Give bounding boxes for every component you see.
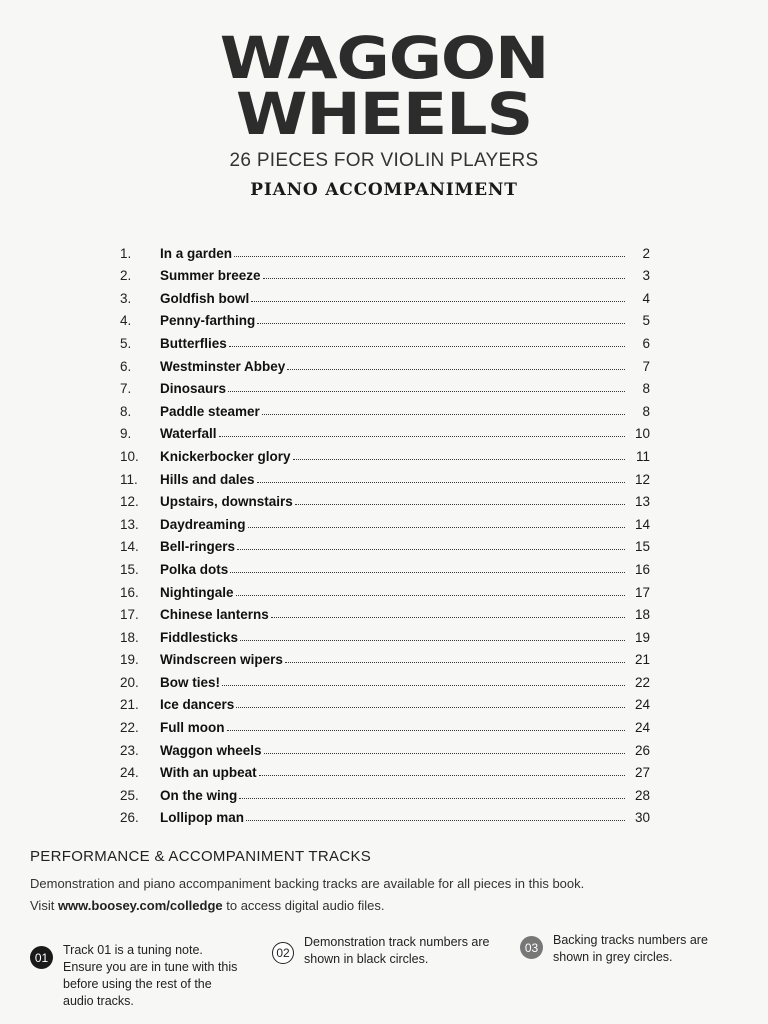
toc-row[interactable]: [120, 532, 650, 555]
toc-leader-dots: [222, 685, 625, 686]
toc-leader-dots: [236, 595, 626, 596]
toc-title: Penny-farthing: [160, 313, 256, 329]
toc-page-number: 17: [634, 584, 650, 600]
toc-row[interactable]: [120, 577, 650, 600]
outline-circle-badge: 02: [272, 942, 294, 964]
toc-number: 23.: [120, 742, 139, 758]
toc-row[interactable]: [120, 758, 650, 781]
toc-row[interactable]: [120, 396, 650, 419]
toc-number: 6.: [120, 358, 132, 374]
toc-page-number: 2: [642, 245, 650, 261]
website-link[interactable]: www.boosey.com/colledge: [57, 898, 223, 913]
toc-leader-dots: [229, 346, 625, 347]
toc-title: With an upbeat: [160, 765, 257, 781]
toc-leader-dots: [271, 617, 625, 618]
toc-number: 11.: [120, 471, 138, 487]
grey-circle-badge: 03: [520, 936, 543, 959]
toc-row[interactable]: [120, 600, 650, 623]
toc-leader-dots: [287, 369, 625, 370]
toc-number: 20.: [120, 674, 139, 690]
toc-page-number: 8: [642, 381, 650, 397]
toc-number: 15.: [120, 561, 139, 577]
toc-leader-dots: [257, 323, 625, 324]
toc-row[interactable]: [120, 622, 650, 645]
toc-row[interactable]: [120, 712, 650, 735]
toc-title: Westminster Abbey: [160, 358, 286, 374]
toc-number: 18.: [120, 629, 139, 645]
edition-label: PIANO ACCOMPANIMENT: [250, 180, 518, 200]
toc-leader-dots: [240, 640, 625, 641]
book-title-line-2: WHEELS: [235, 80, 533, 148]
toc-title: Butterflies: [160, 335, 227, 351]
toc-row[interactable]: [120, 238, 650, 261]
legend-tuning-note: [30, 942, 240, 1010]
toc-row[interactable]: [120, 509, 650, 532]
toc-row[interactable]: [120, 441, 650, 464]
toc-row[interactable]: [120, 735, 650, 758]
toc-row[interactable]: [120, 803, 650, 826]
toc-title: On the wing: [160, 787, 238, 803]
track-legend: [30, 933, 750, 1018]
toc-leader-dots: [237, 549, 625, 550]
toc-title: Lollipop man: [160, 810, 244, 826]
toc-page-number: 18: [634, 607, 650, 623]
toc-number: 10.: [120, 448, 139, 464]
toc-number: 7.: [120, 381, 132, 397]
toc-number: 17.: [120, 607, 139, 623]
toc-number: 13.: [120, 516, 139, 532]
toc-page-number: 8: [642, 403, 650, 419]
toc-row[interactable]: [120, 667, 650, 690]
toc-number: 25.: [120, 787, 139, 803]
toc-title: Waggon wheels: [160, 742, 262, 758]
toc-title: Windscreen wipers: [160, 652, 283, 668]
toc-row[interactable]: [120, 374, 650, 397]
title-block: [0, 24, 768, 200]
toc-title: Upstairs, downstairs: [160, 494, 293, 510]
toc-number: 24.: [120, 765, 139, 781]
tracks-line-2: [30, 895, 740, 917]
tracks-line-1: Demonstration and piano accompaniment backing tracks are available for all pieces in this book.: [30, 876, 585, 891]
toc-leader-dots: [246, 820, 625, 821]
toc-number: 16.: [120, 584, 139, 600]
toc-page-number: 14: [634, 516, 650, 532]
book-title-line-1: WAGGON: [219, 24, 549, 92]
toc-row[interactable]: [120, 780, 650, 803]
legend-tuning-text: Track 01 is a tuning note. Ensure you are in tune with this before using the rest of the audio tracks.: [63, 943, 238, 1008]
toc-leader-dots: [259, 775, 625, 776]
toc-leader-dots: [228, 391, 625, 392]
toc-title: Waterfall: [160, 426, 217, 442]
toc-title: Bow ties!: [160, 674, 221, 690]
legend-demonstration-text: Demonstration track numbers are shown in black circles.: [304, 935, 490, 966]
toc-leader-dots: [227, 730, 626, 731]
toc-row[interactable]: [120, 487, 650, 510]
toc-page-number: 24: [634, 697, 650, 713]
tracks-visit-suffix: to access digital audio files.: [222, 898, 385, 913]
toc-number: 8.: [120, 403, 132, 419]
toc-leader-dots: [264, 753, 625, 754]
toc-page-number: 30: [634, 810, 650, 826]
toc-row[interactable]: [120, 306, 650, 329]
toc-leader-dots: [234, 256, 625, 257]
toc-page-number: 6: [642, 335, 650, 351]
toc-page-number: 24: [634, 720, 650, 736]
toc-title: Knickerbocker glory: [160, 448, 291, 464]
toc-title: Full moon: [160, 720, 225, 736]
legend-demonstration: [272, 934, 502, 968]
toc-leader-dots: [239, 798, 625, 799]
toc-title: Goldfish bowl: [160, 290, 250, 306]
toc-leader-dots: [236, 707, 625, 708]
toc-number: 4.: [120, 313, 132, 329]
toc-page-number: 16: [634, 561, 650, 577]
toc-title: In a garden: [160, 245, 233, 261]
toc-number: 26.: [120, 810, 139, 826]
toc-page-number: 21: [634, 652, 650, 668]
tracks-visit-prefix: Visit: [30, 898, 58, 913]
toc-page-number: 28: [634, 787, 650, 803]
toc-page-number: 5: [642, 313, 650, 329]
toc-title: Ice dancers: [160, 697, 235, 713]
toc-row[interactable]: [120, 283, 650, 306]
tracks-section: [30, 848, 740, 917]
toc-leader-dots: [295, 504, 625, 505]
toc-page-number: 3: [642, 268, 650, 284]
toc-page-number: 10: [634, 426, 650, 442]
toc-row[interactable]: [120, 261, 650, 284]
legend-backing-text: Backing tracks numbers are shown in grey circles.: [553, 933, 708, 964]
toc-leader-dots: [230, 572, 625, 573]
book-subtitle: 26 PIECES FOR VIOLIN PLAYERS: [229, 150, 539, 171]
toc-leader-dots: [293, 459, 625, 460]
toc-leader-dots: [251, 301, 625, 302]
toc-row[interactable]: [120, 328, 650, 351]
toc-number: 2.: [120, 268, 132, 284]
toc-title: Hills and dales: [160, 471, 255, 487]
toc-number: 19.: [120, 652, 139, 668]
toc-row[interactable]: [120, 554, 650, 577]
toc-title: Polka dots: [160, 561, 229, 577]
toc-page-number: 12: [634, 471, 650, 487]
toc-row[interactable]: [120, 464, 650, 487]
toc-row[interactable]: [120, 419, 650, 442]
black-circle-badge: 01: [30, 946, 53, 969]
toc-leader-dots: [257, 482, 625, 483]
toc-number: 21.: [120, 697, 139, 713]
toc-title: Fiddlesticks: [160, 629, 239, 645]
toc-number: 3.: [120, 290, 132, 306]
toc-title: Paddle steamer: [160, 403, 260, 419]
tracks-description: [30, 873, 740, 917]
toc-title: Chinese lanterns: [160, 607, 269, 623]
toc-page-number: 27: [634, 765, 650, 781]
toc-page-number: 13: [634, 494, 650, 510]
toc-row[interactable]: [120, 351, 650, 374]
toc-number: 9.: [120, 426, 132, 442]
toc-page-number: 11: [635, 448, 650, 464]
toc-page-number: 22: [634, 674, 650, 690]
tracks-heading: PERFORMANCE & ACCOMPANIMENT TRACKS: [30, 848, 372, 865]
toc-number: 22.: [120, 720, 139, 736]
toc-page-number: 26: [634, 742, 650, 758]
toc-page-number: 15: [634, 539, 650, 555]
toc-number: 12.: [120, 494, 139, 510]
toc-page-number: 7: [642, 358, 650, 374]
toc-page-number: 19: [634, 629, 650, 645]
table-of-contents: [120, 238, 650, 825]
toc-number: 1.: [120, 245, 132, 261]
toc-leader-dots: [285, 662, 625, 663]
toc-leader-dots: [263, 278, 625, 279]
toc-title: Dinosaurs: [160, 381, 227, 397]
toc-number: 5.: [120, 335, 132, 351]
toc-title: Nightingale: [160, 584, 234, 600]
toc-number: 14.: [120, 539, 139, 555]
toc-title: Summer breeze: [160, 268, 261, 284]
legend-backing: [520, 932, 740, 966]
toc-row[interactable]: [120, 645, 650, 668]
toc-leader-dots: [219, 436, 625, 437]
toc-row[interactable]: [120, 690, 650, 713]
toc-leader-dots: [262, 414, 625, 415]
toc-title: Bell-ringers: [160, 539, 236, 555]
toc-title: Daydreaming: [160, 516, 246, 532]
toc-page-number: 4: [642, 290, 650, 306]
toc-leader-dots: [248, 527, 625, 528]
